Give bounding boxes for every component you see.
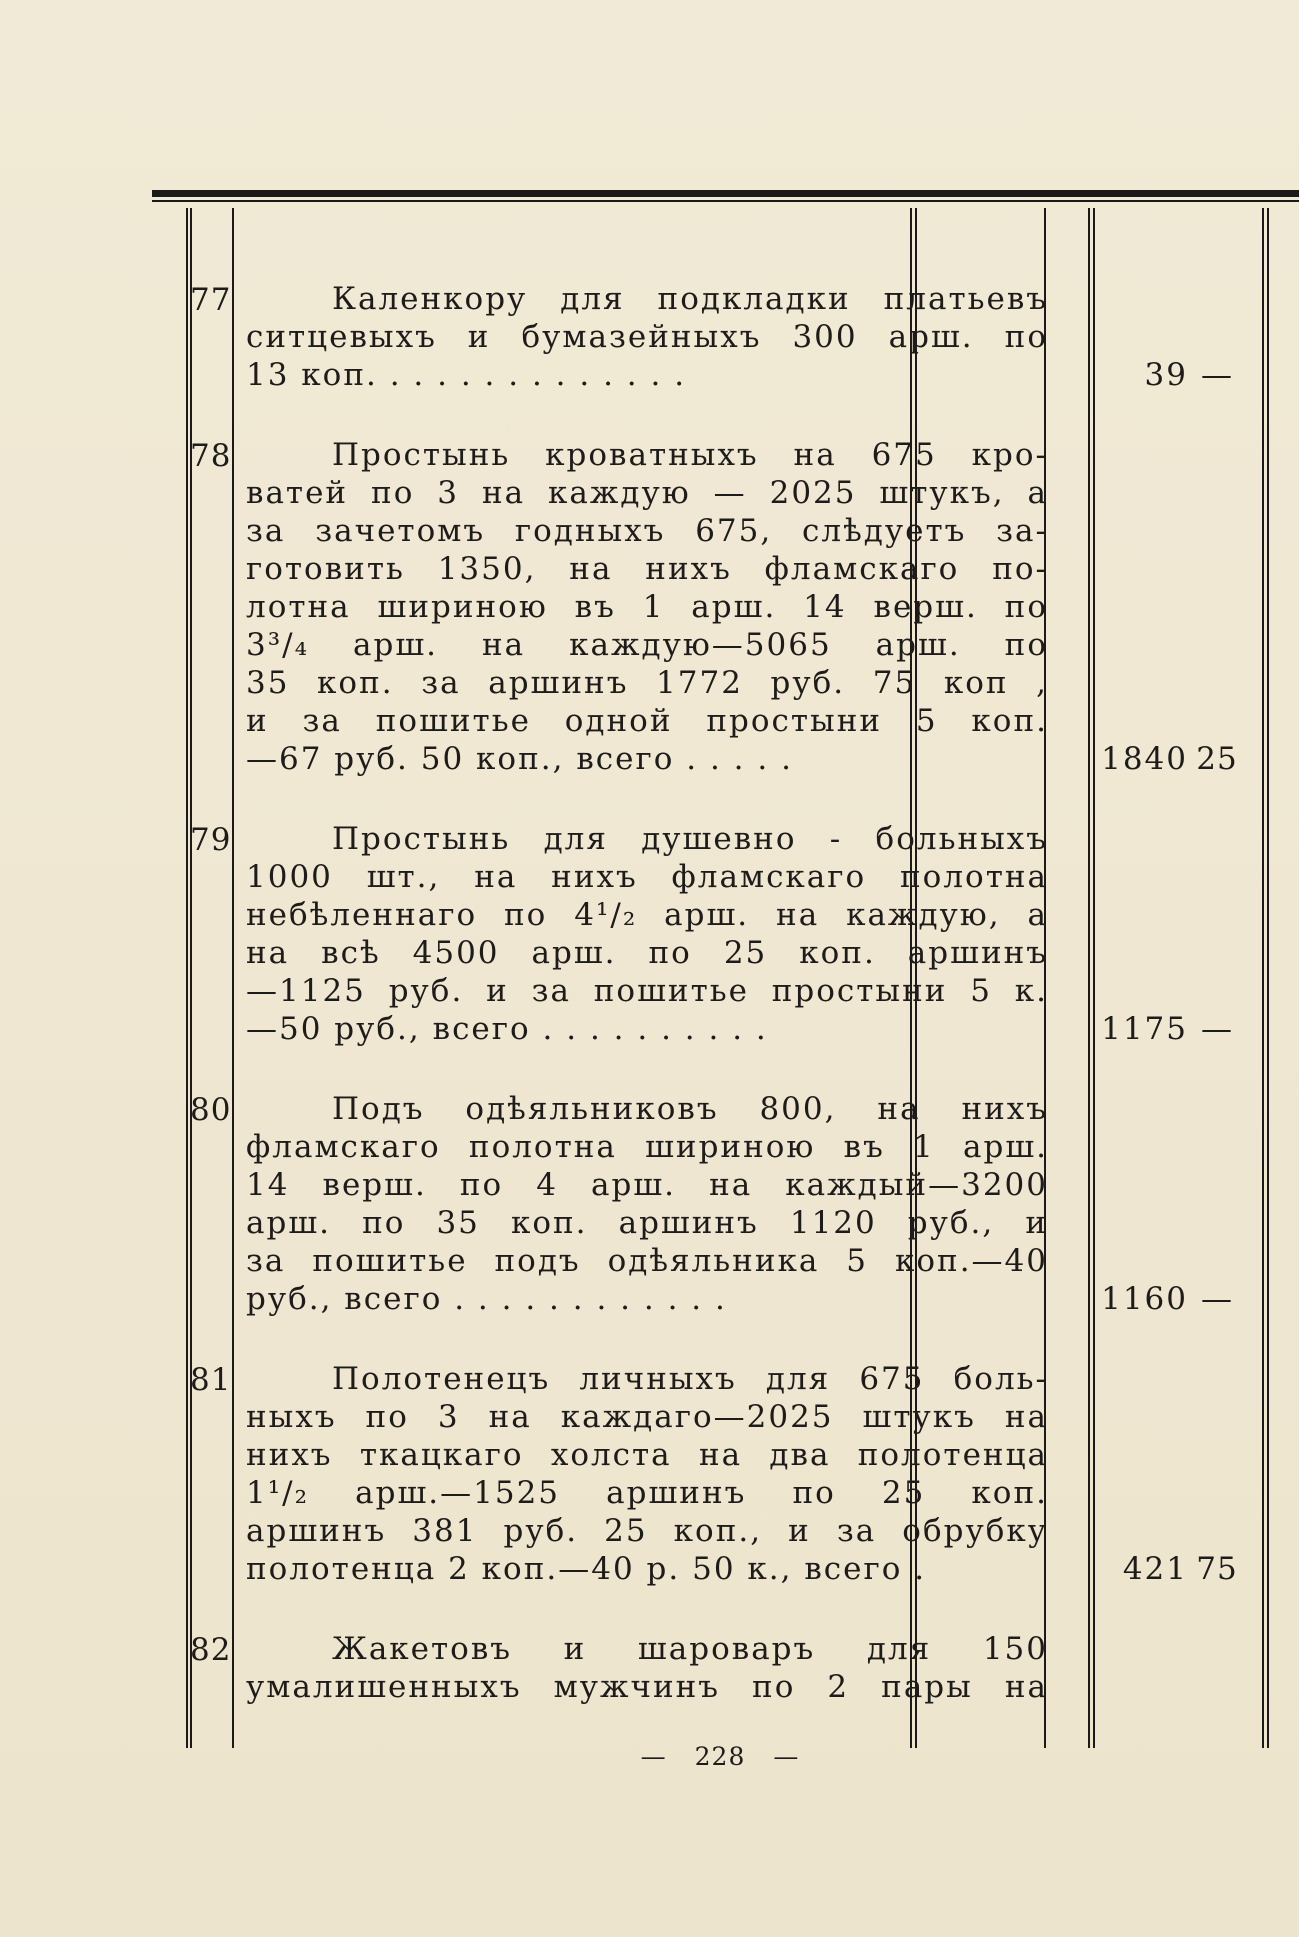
entry-number: 79 [190,822,232,858]
entry-line: полотенца 2 коп.—40 р. 50 к., всего . [246,1551,927,1587]
entry-line: 14 верш. по 4 арш. на каждый—3200 [246,1167,1048,1203]
entry-line: на всѣ 4500 арш. по 25 коп. аршинъ [246,935,1048,971]
entry-description [246,436,1048,778]
entry-number: 77 [190,282,232,318]
entry-line: 1¹/₂ арш.—1525 аршинъ по 25 коп. [246,1475,1048,1511]
entry-line: —50 руб., всего . . . . . . . . . . [246,1011,768,1047]
entry-line: 13 коп. . . . . . . . . . . . . . [246,357,687,393]
entry-number: 80 [190,1092,232,1128]
entry-line: готовить 1350, на нихъ фламскаго по- [246,551,1048,587]
entry-line: Жакетовъ и шароваръ для 150 [332,1631,1048,1667]
entry-description [246,1090,1048,1318]
entry-line: Полотенецъ личныхъ для 675 боль- [332,1361,1048,1397]
entry-line: 3³/₄ арш. на каждую—5065 арш. по [246,627,1048,663]
page-number-dash-right: — [773,1742,800,1771]
entry-line: 1000 шт., на нихъ фламскаго полотна [246,859,1048,895]
entry-line: Простынь кроватныхъ на 675 кро- [332,437,1048,473]
page-number-value: 228 [694,1742,746,1771]
entry-line: ныхъ по 3 на каждаго—2025 штукъ на [246,1399,1048,1435]
entry-line: за пошитье подъ одѣяльника 5 коп.—40 [246,1243,1048,1279]
top-thin-rule [152,200,1299,202]
entry-line: —1125 руб. и за пошитье простыни 5 к. [246,973,1048,1009]
amount-rubles: 421 [1122,1551,1188,1587]
entry-number: 82 [190,1632,232,1668]
entry-line: умалишенныхъ мужчинъ по 2 пары на [246,1669,1048,1705]
entry-description [246,1360,1048,1588]
entry-line: 35 коп. за аршинъ 1772 руб. 75 коп , [246,665,1048,701]
amount-rubles: 1840 [1101,741,1188,777]
amount-kopecks: 25 [1196,741,1238,777]
amount-kopecks: — [1201,1281,1233,1317]
amount-rubles: 1160 [1101,1281,1188,1317]
ledger-table [152,208,1282,1748]
entry-line: аршинъ 381 руб. 25 коп., и за обрубку [246,1513,1048,1549]
entry-number: 81 [190,1362,232,1398]
entry-line: лотна шириною въ 1 арш. 14 верш. по [246,589,1048,625]
amount-kopecks: 75 [1196,1551,1238,1587]
entry-number: 78 [190,438,232,474]
amount-rubles: 39 [1144,357,1188,393]
entry-line: ситцевыхъ и бумазейныхъ 300 арш. по [246,319,1048,355]
entry-line: фламскаго полотна шириною въ 1 арш. [246,1129,1048,1165]
page-number [620,1742,820,1771]
entry-line: Простынь для душевно - больныхъ [332,821,1048,857]
entry-line: нихъ ткацкаго холста на два полотенца [246,1437,1048,1473]
entry-line: и за пошитье одной простыни 5 коп. [246,703,1048,739]
entry-line: —67 руб. 50 коп., всего . . . . . [246,741,793,777]
entry-description [246,280,1048,394]
entry-description [246,820,1048,1048]
entry-description [246,1630,1048,1706]
entry-line: Каленкору для подкладки платьевъ [332,281,1048,317]
entry-line: арш. по 35 коп. аршинъ 1120 руб., и [246,1205,1048,1241]
amount-kopecks: — [1201,357,1233,393]
page-number-dash-left: — [640,1742,667,1771]
entry-line: Подъ одѣяльниковъ 800, на нихъ [332,1091,1048,1127]
top-heavy-rule [152,190,1299,197]
entry-line: руб., всего . . . . . . . . . . . . [246,1281,727,1317]
amount-rubles: 1175 [1101,1011,1188,1047]
entry-line: ватей по 3 на каждую — 2025 штукъ, а [246,475,1048,511]
entry-line: за зачетомъ годныхъ 675, слѣдуетъ за- [246,513,1048,549]
entry-line: небѣленнаго по 4¹/₂ арш. на каждую, а [246,897,1048,933]
amount-kopecks: — [1201,1011,1233,1047]
